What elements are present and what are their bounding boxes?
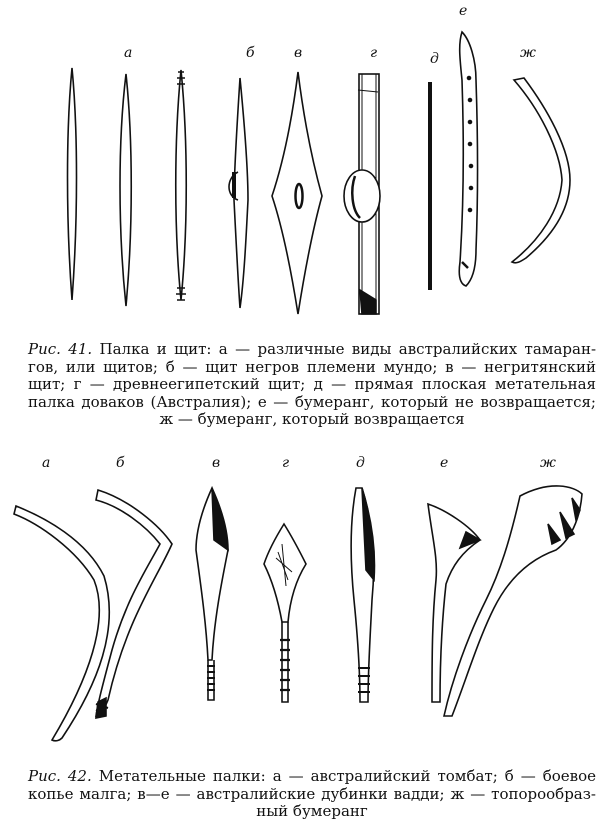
fig42-drawing bbox=[0, 440, 612, 760]
fig41-label-b: б bbox=[246, 45, 255, 61]
fig41-caption-line2: гов, или щитов; б — щит негров племени мундо; в — негритянский bbox=[28, 357, 596, 376]
fig42-label-g: г bbox=[282, 455, 290, 471]
fig41-boomerang-zh bbox=[512, 78, 570, 263]
fig41-shield-v bbox=[272, 72, 322, 314]
fig41-boomerang-e bbox=[459, 32, 477, 286]
fig42-waddy-e bbox=[428, 504, 480, 702]
fig41-caption bbox=[28, 341, 596, 429]
fig41-label-zh: ж bbox=[520, 45, 536, 61]
fig41-label-e: е bbox=[459, 3, 468, 19]
fig42-malga-b bbox=[96, 490, 172, 716]
fig41-caption-line3: щит; г — древнеегипетский щит; д — прямая плоская метательная bbox=[28, 375, 596, 393]
fig42-tombat-a bbox=[14, 506, 109, 741]
fig42-caption bbox=[28, 768, 596, 821]
fig41-shield-b bbox=[234, 78, 248, 308]
fig41-caption-line1: Палка и щит: а — различные виды австралийских тамаран- bbox=[92, 340, 597, 358]
fig41-label-g: г bbox=[370, 45, 378, 61]
fig41-label-d: д bbox=[430, 51, 439, 67]
fig41-caption-num: Рис. 41. bbox=[28, 340, 93, 358]
fig42-label-b: б bbox=[116, 455, 125, 471]
fig42-caption-num: Рис. 42. bbox=[28, 767, 92, 785]
fig42-caption-line3: ный бумеранг bbox=[256, 802, 368, 820]
fig41-shield-a3 bbox=[176, 70, 187, 300]
fig41-label-v: в bbox=[294, 45, 303, 61]
fig42-caption-line1: Метательные палки: а — австралийский томбат; б — боевое bbox=[91, 767, 597, 785]
fig42-label-d: д bbox=[356, 455, 365, 471]
fig41-label-a: а bbox=[124, 45, 133, 61]
fig41-caption-line4: палка доваков (Австралия); е — бумеранг, который не возвращается; bbox=[28, 392, 596, 411]
fig42-caption-line2: копье малга; в—е — австралийские дубинки вадди; ж — топорообраз- bbox=[28, 784, 596, 803]
fig42-label-v: в bbox=[212, 455, 221, 471]
fig42-label-zh: ж bbox=[540, 455, 556, 471]
figure-41 bbox=[0, 0, 612, 330]
fig42-label-e: е bbox=[440, 455, 449, 471]
fig42-waddy-v bbox=[196, 488, 228, 660]
fig41-drawing bbox=[0, 0, 612, 330]
fig41-caption-line5: ж — бумеранг, который возвращается bbox=[159, 410, 465, 428]
fig42-label-a: а bbox=[42, 455, 51, 471]
figure-42 bbox=[0, 440, 612, 760]
fig41-shield-a1 bbox=[68, 68, 77, 300]
fig41-shield-a2 bbox=[120, 74, 131, 306]
